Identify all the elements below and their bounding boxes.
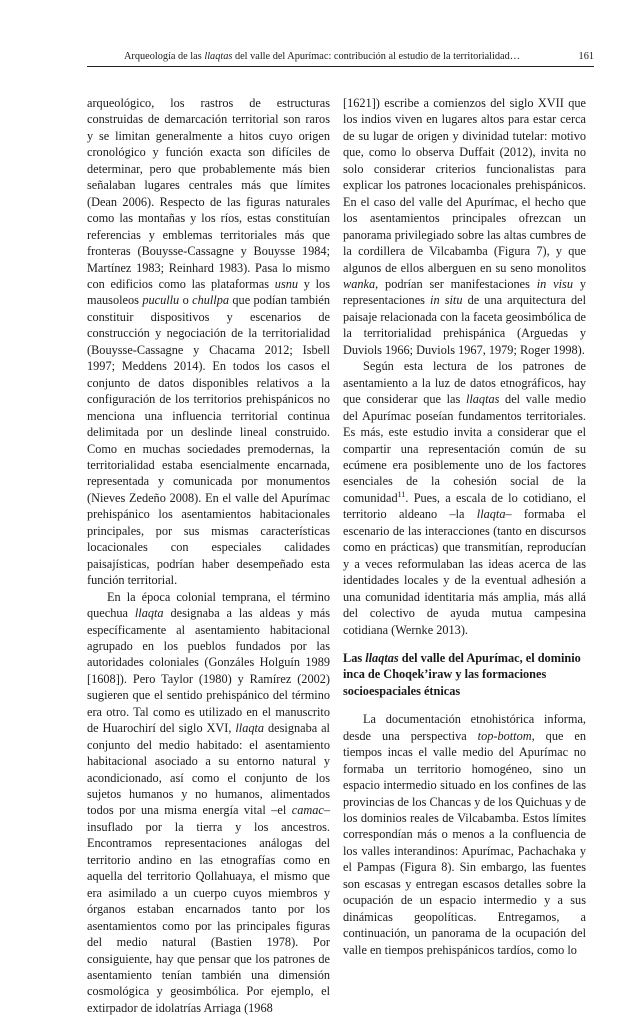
right-column	[343, 95, 586, 958]
italic-text: pucullu	[142, 293, 180, 308]
paragraph	[343, 711, 586, 958]
text-run: y representaciones	[343, 276, 586, 308]
italic-text: llaqta	[476, 507, 506, 522]
italic-text: camac	[291, 803, 324, 818]
header-rule	[87, 66, 594, 67]
italic-text: in visu	[536, 276, 573, 291]
text-run: En la época colonial temprana, el término quechua	[87, 589, 330, 621]
text-run: designaba al conjunto del medio habitado: el asentamiento habitacional asociado a su entorno natural y acondicionado, así como el conjunto de los sujetos humanos y no humanos, alimentados todos por una misma energía vital –el	[87, 721, 330, 818]
section-heading	[343, 650, 586, 699]
footnote-ref: 11	[397, 489, 406, 499]
italic-text: wanka,	[343, 276, 379, 291]
text-run: o	[179, 293, 193, 308]
text-run: arqueológico, los rastros de estructuras construidas de demarcación territorial son raros y se limitan generalmente a hitos cuyo origen cronológico y función exacta son difíciles de determinar, pero que probablemente más bien señalaban lugares centrales más que límites (Dean 2006). Respecto de las figuras naturales como las montañas y los ríos, estas constituían referencias y emblemas territoriales más que fronteras (Bouysse-Cassagne y Bouysse 1984; Martínez 1983; Reinhard 1983). Pasa lo mismo con edificios como las plataformas	[87, 96, 330, 291]
text-run: de una arquitectura del paisaje relacionada con la faceta geosimbólica de la territorialidad prehispánica (Arguedas y Duviols 1966; Duviols 1967, 1979; Roger 1998).	[343, 293, 586, 357]
italic-text: llaqtas	[465, 392, 500, 407]
italic-text: llaqta	[235, 721, 265, 736]
text-run: del valle medio del Apurímac poseían fundamentos territoriales. Es más, este estudio invita a considerar que el compartir una representación común de su ecúmene era posiblemente uno de los factores esenciales de la cohesión social de la comunidad	[343, 392, 586, 505]
text-run: del valle del Apurímac, el dominio inca de Choqek’iraw y las formaciones socioespaciales étnicas	[343, 650, 581, 698]
text-run: La documentación etnohistórica informa, desde una perspectiva	[343, 712, 586, 743]
paragraph	[343, 95, 586, 358]
left-column	[87, 95, 330, 1016]
page-number: 161	[578, 51, 594, 62]
text-run: Según esta lectura de los patrones de asentamiento a la luz de datos etnográficos, hay que considerar que las	[343, 359, 586, 407]
italic-text: top-bottom	[477, 728, 532, 743]
paragraph	[87, 95, 330, 589]
running-title-part: llaqtas	[204, 51, 233, 62]
text-run: Las	[343, 650, 366, 665]
running-title-part: Arqueología de las	[123, 51, 205, 62]
italic-text: usnu	[274, 276, 299, 291]
italic-text: chullpa	[192, 293, 230, 308]
text-run: designaba a las aldeas y más específicamente al asentamiento habitacional agrupado en los pueblos fundados por las autoridades coloniales (Gonzáles Holguín 1989 [1608]). Pero Taylor (1980) y Ramírez (2002) sugieren que el sentido prehispánico del término era otro. Tal como es utilizado en el manuscrito de Huarochirí del siglo XVI,	[87, 606, 330, 736]
paragraph	[343, 358, 586, 638]
running-header	[87, 50, 594, 64]
text-run: – formaba el escenario de las interacciones (tanto en discursos como en prácticas) que transmitían, reproducían y a veces reformulaban las ideas acerca de las identidades locales y de la eventual adhesión a una comunidad identitaria más amplia, más allá del colectivo de ayuda mutua campesina cotidiana (Wernke 2013).	[343, 507, 587, 637]
text-run: [1621]) escribe a comienzos del siglo XVII que los indios viven en lugares altos para estar cerca de su lugar de origen y divinidad tutelar: motivo que, como lo observa Duffait (2012), invita no solo considerar criterios funcionalistas para explicar los patrones locacionales prehispánicos. En el caso del valle del Apurímac, el hecho que los asentamientos principales ofrezcan un panorama privilegiado sobre las altas cumbres de la cordillera de Vilcabamba (Figura 7), y que algunos de ellos alberguen en su seno monolitos	[343, 96, 586, 275]
text-run: y los mausoleos	[87, 276, 330, 308]
paragraph	[87, 589, 330, 1016]
text-run: que podían también constituir dispositivos y escenarios de construcción y negociación de la territorialidad (Bouysse-Cassagne y Chacama 2012; Isbell 1997; Meddens 2014). En todos los casos el conjunto de datos disponibles relativos a la configuración de los territorios prehispánicos no menciona una influencia territorial continua delimitada por un deslinde lineal construido. Como en muchas sociedades premodernas, la territorialidad estaba esencialmente encarnada, representada y comunicada por monumentos (Nieves Zedeño 2008). En el valle del Apurímac prehispánico los asentamientos habitacionales principales, por sus mismas características locacionales con especiales calidades paisajísticas, podrían haber desempeñado esta función territorial.	[87, 293, 331, 588]
text-run: , que en tiempos incas el valle medio del Apurímac no formaba un territorio homogéneo, sino un espacio intermedio situado en los confines de las provincias de los Chancas y de los Quichuas y de los dominios reales de Vilcabamba. Estos límites correspondían más o menos a la confluencia de los valles interandinos: Apurímac, Pachachaka y el Pampas (Figura 8). Sin embargo, las fuentes son escasas y entregan escasos detalles sobre la ocupación de un espacio intermedio y a sus dinámicas geopolíticas. Entregamos, a continuación, un panorama de la ocupación del valle en tiempos prehispánicos tardíos, como lo	[343, 728, 586, 957]
text-run: – insuflado por la tierra y los ancestros. Encontramos representaciones análogas del territorio andino en las etnografías como en aquella del territorio Qollahuaya, el mismo que era asimilado a un cuerpo cuyos miembros y órganos estaban encarnados tanto por los asentamientos como por las principales figuras del medio natural (Bastien 1978). Por consiguiente, hay que pensar que los patrones de asentamiento tenían también una dimensión cosmológica y geosimbólica. Por ejemplo, el extirpador de idolatrías Arriaga (1968	[87, 803, 330, 1015]
text-run: podrían ser manifestaciones	[378, 276, 537, 291]
text-run: . Pues, a escala de lo cotidiano, el territorio aldeano –la	[343, 490, 586, 522]
running-title-part: del valle del Apurímac: contribución al estudio de la territorialidad…	[232, 51, 521, 62]
running-title	[87, 50, 557, 64]
italic-text: llaqtas	[365, 650, 399, 665]
italic-text: llaqta	[134, 606, 164, 621]
italic-text: in situ	[430, 293, 463, 308]
